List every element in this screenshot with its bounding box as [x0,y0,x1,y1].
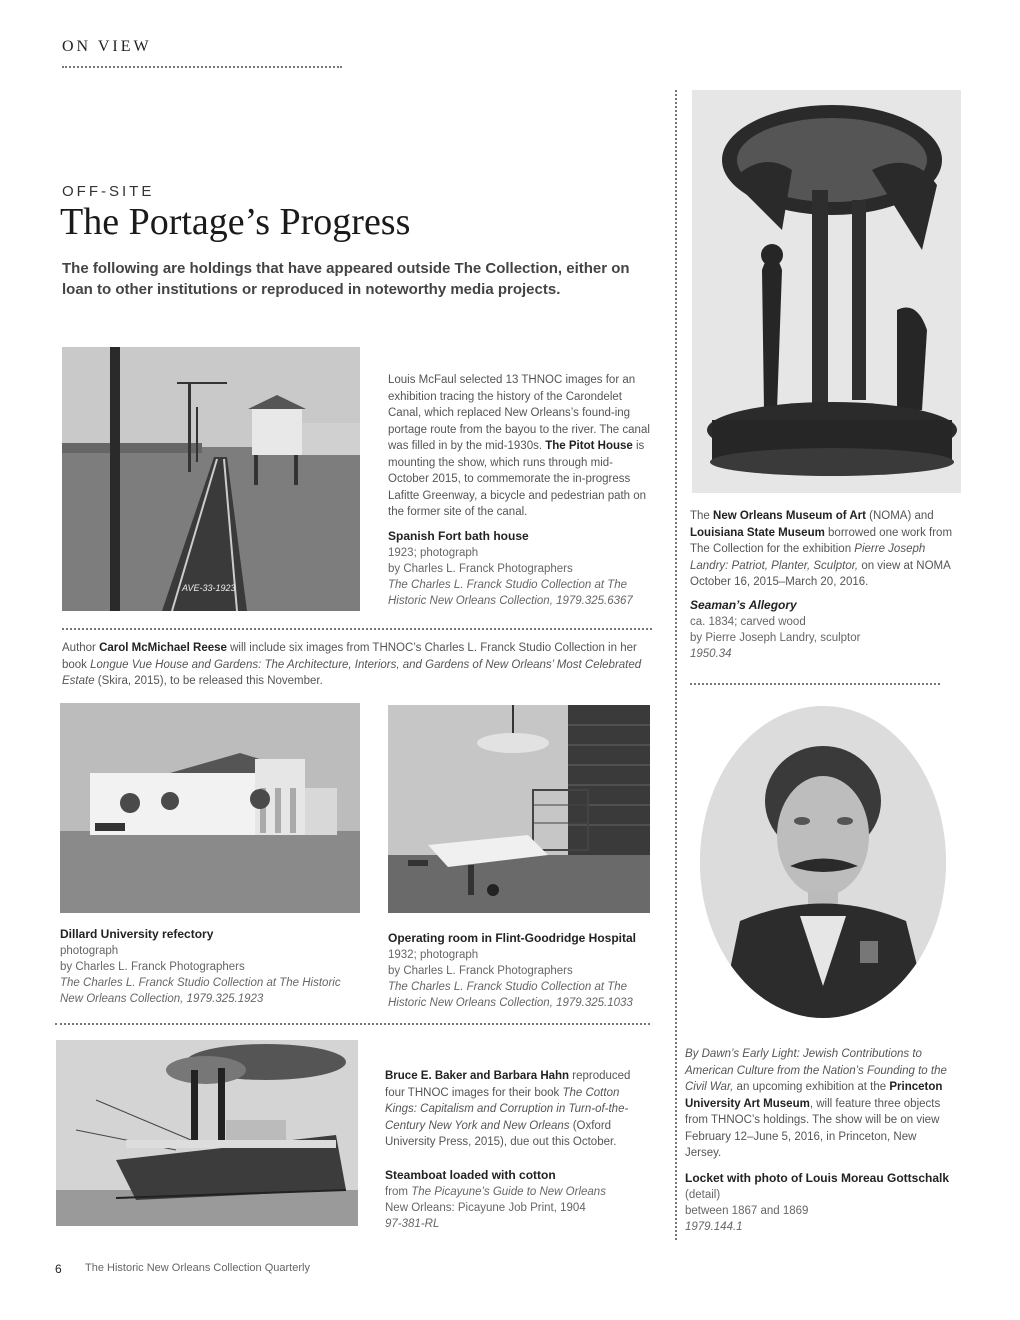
article-intro: The following are holdings that have appeared outside The Collection, either on loan to other institutions or reproduced in noteworthy media projects. [62,260,630,298]
caption-title: Steamboat loaded with cotton [385,1168,556,1182]
allegory-sculpture-photo [692,90,961,493]
bathhouse-photo [62,347,360,611]
caption-title: Seaman’s Allegory [690,598,797,612]
reese-paragraph: Author Carol McMichael Reese will include six images from THNOC’s Charles L. Franck Studio Collection in her book Longue Vue House and Gardens: The Architecture, Interiors, and Gardens of New Orleans’ Most Celebrated Estate (Skira, 2015), to be released this November. [62,642,642,687]
caption-credit: by Charles L. Franck Photographers [388,965,573,977]
header-divider [62,66,342,68]
pitot-house-link: The Pitot House [545,440,633,452]
steamboat-photo [56,1040,358,1226]
publication-title: The Historic New Orleans Collection Quarterly [85,1262,310,1274]
caption-detail: (detail) [685,1189,721,1201]
locket-caption [685,1170,955,1235]
operating-caption [388,930,653,1011]
princeton-paragraph: By Dawn’s Early Light: Jewish Contributions to American Culture from the Nation’s Founding to the Civil War, an upcoming exhibition at the Princeton University Art Museum, will feature three objects from THNOC’s holdings. The show will be on view February 12–June 5, 2016, in Princeton, New Jersey. [685,1048,947,1159]
caption-accession: 1979.325.1923 [183,993,264,1005]
operating-room-photo [388,705,650,913]
noma-paragraph: The New Orleans Museum of Art (NOMA) and Louisiana State Museum borrowed one work from The Collection for the exhibition Pierre Joseph Landry: Patriot, Planter, Sculptor, on view at NOMA October 16, 2015–March 20, 2016. [690,510,953,588]
caption-credit: by Charles L. Franck Photographers [388,563,573,575]
caption-publisher: New Orleans: Picayune Job Print, 1904 [385,1202,586,1214]
caption-date: 1923; photograph [388,547,479,559]
photo-negative-label: AVE-33-1923 [182,583,236,593]
caption-title: Operating room in Flint-Goodridge Hospital [388,931,636,945]
section-divider [62,628,652,630]
dillard-photo [60,703,360,913]
caption-accession: 97-381-RL [385,1218,440,1230]
caption-credit: by Pierre Joseph Landry, sculptor [690,632,861,644]
caption-date: ca. 1834; carved wood [690,616,806,628]
caption-source: The Charles L. Franck Studio Collection at The Historic New Orleans Collection, [388,579,628,607]
baker-paragraph: Bruce E. Baker and Barbara Hahn reproduced four THNOC images for their book The Cotton Kings: Capitalism and Corruption in Turn-of-the-Century New York and New Orleans (Oxford University Press, 2015), due out this October. [385,1070,631,1148]
caption-accession: 1979.325.6367 [552,595,633,607]
caption-accession: 1979.144.1 [685,1221,743,1233]
locket-portrait [700,706,946,1018]
caption-date: between 1867 and 1869 [685,1205,809,1217]
caption-accession: 1979.325.1033 [552,997,633,1009]
caption-source: The Charles L. Franck Studio Collection at The Historic New Orleans Collection, [388,981,628,1009]
caption-source: The Charles L. Franck Studio Collection at The Historic New Orleans Collection, [60,977,341,1005]
mcfaul-paragraph: Louis McFaul selected 13 THNOC images for an exhibition tracing the history of the Carondelet Canal, which replaced New Orleans’s found-ing portage route from the bayou to the river. The canal was filled in by the mid-1930s. The Pitot House is mounting the show, which runs through mid-October 2015, to commemorate the in-progress Lafitte Greenway, a bicycle and pedestrian path on the former site of the canal. [388,374,650,518]
bathhouse-caption [388,528,653,609]
caption-title: Locket with photo of Louis Moreau Gottschalk [685,1171,950,1185]
allegory-caption [690,597,960,662]
page-number: 6 [55,1262,62,1276]
caption-title: Spanish Fort bath house [388,529,529,543]
caption-source-book: The Picayune’s Guide to New Orleans [411,1186,606,1198]
caption-credit: by Charles L. Franck Photographers [60,961,245,973]
steamboat-caption: Steamboat loaded with cotton from The Picayune’s Guide to New Orleans New Orleans: Picayune Job Print, 1904 97-381-RL [385,1167,647,1232]
article-kicker: OFF-SITE [62,183,155,200]
column-divider [675,90,677,1240]
article-title: The Portage’s Progress [60,201,411,243]
section-label: ON VIEW [62,38,152,55]
caption-medium: photograph [60,945,119,957]
section-divider [55,1023,650,1025]
dillard-caption [60,926,360,1007]
caption-title: Dillard University refectory [60,927,214,941]
section-divider [690,683,940,685]
caption-accession: 1950.34 [690,648,732,660]
caption-date: 1932; photograph [388,949,479,961]
